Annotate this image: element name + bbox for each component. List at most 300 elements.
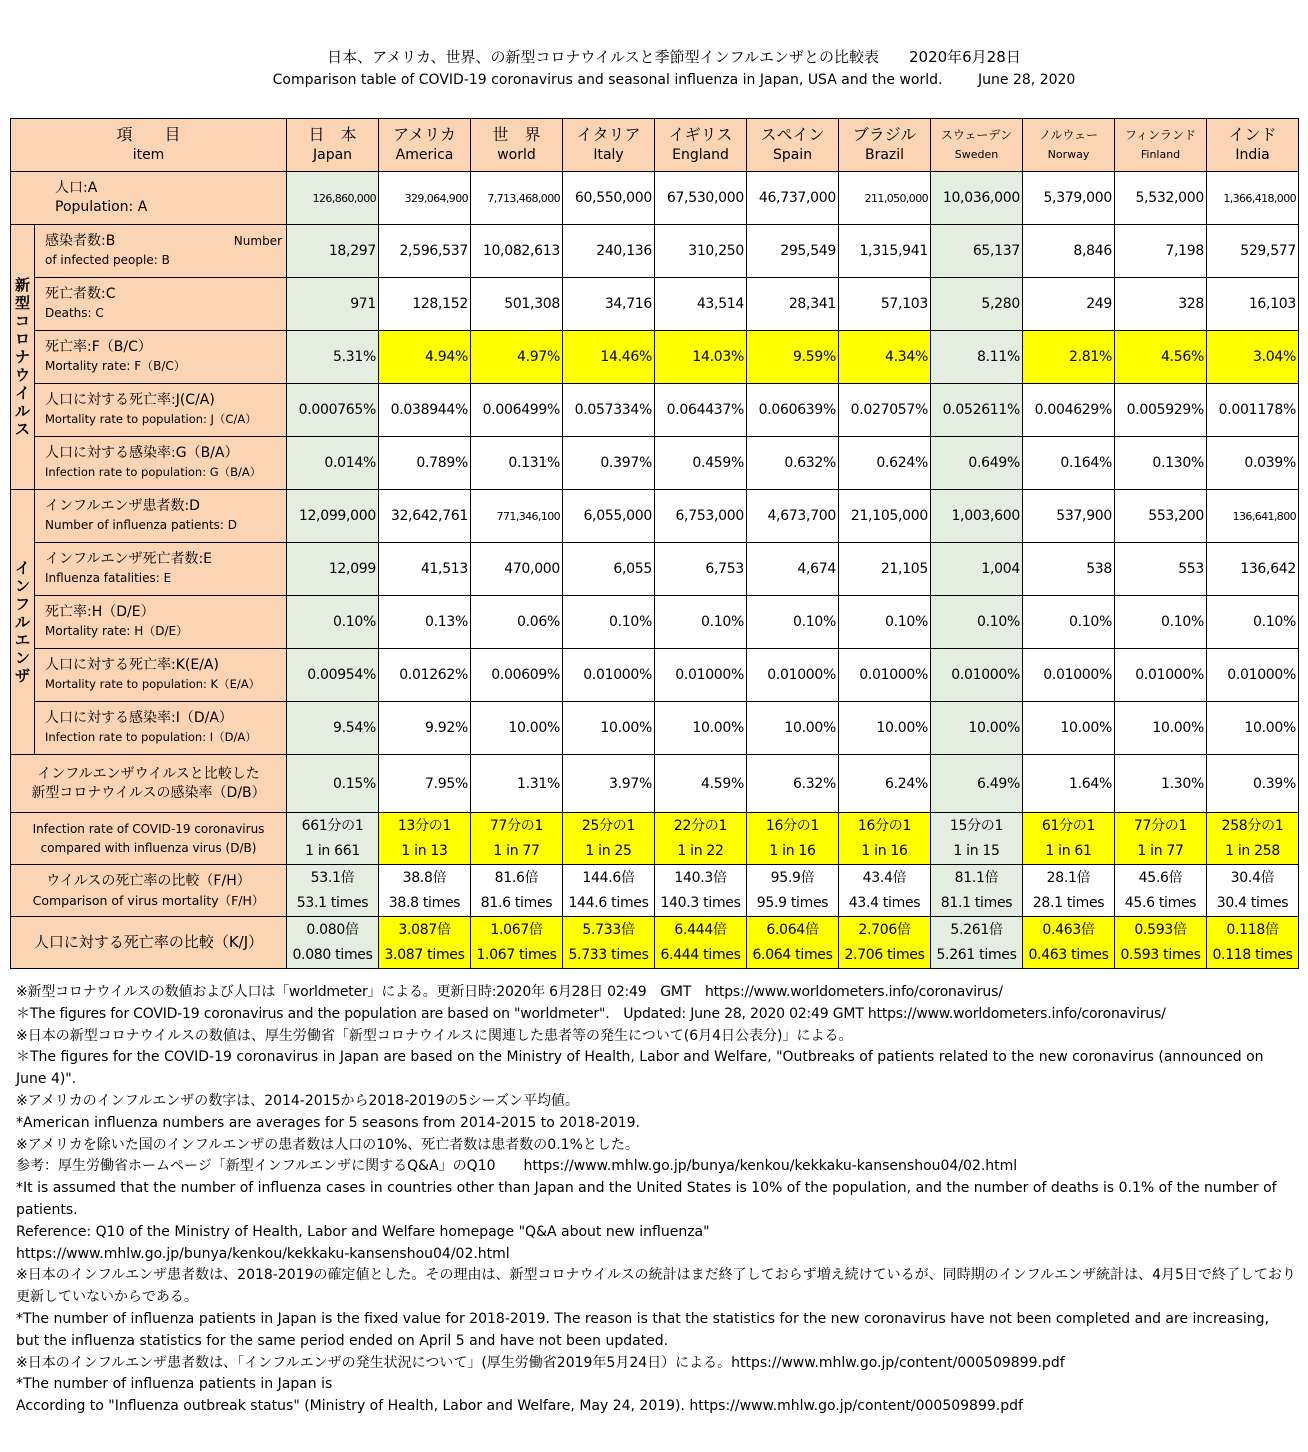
country-name-en: England bbox=[672, 147, 729, 163]
population-mortality-ja: 0.118倍 bbox=[1226, 921, 1279, 938]
flu-value: 0.06% bbox=[471, 596, 563, 649]
population-value: 5,532,000 bbox=[1115, 172, 1207, 225]
mortality-comparison-cell bbox=[655, 865, 747, 917]
mortality-comparison-cell bbox=[747, 865, 839, 917]
covid-value: 4.34% bbox=[839, 331, 931, 384]
row-label-ja: インフルエンザ死亡者数:E bbox=[45, 551, 213, 567]
flu-value: 10.00% bbox=[931, 702, 1023, 755]
mortality-en: 38.8 times bbox=[388, 894, 461, 911]
infection-ratio-en: 1 in 22 bbox=[677, 842, 724, 859]
infection-comparison-value: 1.64% bbox=[1023, 755, 1115, 813]
population-value: 10,036,000 bbox=[931, 172, 1023, 225]
covid-value: 57,103 bbox=[839, 278, 931, 331]
row-label-en: Mortality rate to population: J（C/A） bbox=[45, 412, 257, 426]
row-label-en: Influenza fatalities: E bbox=[45, 571, 172, 585]
covid-value: 0.649% bbox=[931, 437, 1023, 490]
flu-value: 0.01000% bbox=[839, 649, 931, 702]
covid-value: 971 bbox=[287, 278, 379, 331]
flu-value: 10.00% bbox=[839, 702, 931, 755]
country-name-ja: 世 界 bbox=[492, 125, 541, 144]
infection-ratio-ja: 25分の1 bbox=[581, 817, 636, 834]
header-item bbox=[11, 119, 287, 172]
infection-ratio-ja: 13分の1 bbox=[397, 817, 452, 834]
country-name-en: Sweden bbox=[954, 148, 999, 161]
infection-ratio-ja: 77分の1 bbox=[489, 817, 544, 834]
infection-comparison-value: 0.39% bbox=[1207, 755, 1299, 813]
population-mortality-en: 6.444 times bbox=[660, 946, 741, 963]
flu-value: 0.10% bbox=[1115, 596, 1207, 649]
population-value: 1,366,418,000 bbox=[1207, 172, 1299, 225]
population-mortality-cell bbox=[1023, 917, 1115, 969]
covid-value: 128,152 bbox=[379, 278, 471, 331]
country-name-en: India bbox=[1235, 147, 1270, 163]
population-value: 126,860,000 bbox=[287, 172, 379, 225]
infection-ratio-cell bbox=[655, 813, 747, 865]
footnote-line: ※日本のインフルエンザ患者数は、2018-2019の確定値とした。その理由は、新型コロナウイルスの統計はまだ終了しておらず増え続けているが、同時期のインフルエンザ統計は、4月5日で終了しており更新していないからである。 bbox=[16, 1267, 1296, 1306]
covid-row-label-2 bbox=[35, 331, 287, 384]
population-mortality-cell bbox=[839, 917, 931, 969]
population-mortality-ja: 0.593倍 bbox=[1134, 921, 1187, 938]
flu-value: 10.00% bbox=[563, 702, 655, 755]
row-label-ja: 人口に対する死亡率:K(E/A) bbox=[45, 657, 219, 673]
country-name-en: Italy bbox=[593, 147, 624, 163]
header-country-italy bbox=[563, 119, 655, 172]
flu-value: 10.00% bbox=[747, 702, 839, 755]
row-label-en: Mortality rate to population: K（E/A） bbox=[45, 677, 261, 691]
infection-ratio-cell bbox=[471, 813, 563, 865]
population-mortality-cell bbox=[931, 917, 1023, 969]
flu-value: 470,000 bbox=[471, 543, 563, 596]
covid-value: 295,549 bbox=[747, 225, 839, 278]
country-name-en: Japan bbox=[312, 147, 353, 163]
covid-row-label-3 bbox=[35, 384, 287, 437]
row-label-en: Number of influenza patients: D bbox=[45, 518, 238, 532]
population-mortality-ja: 5.733倍 bbox=[582, 921, 635, 938]
covid-value: 43,514 bbox=[655, 278, 747, 331]
covid-value: 8.11% bbox=[931, 331, 1023, 384]
infection-ratio-ja: 16分の1 bbox=[765, 817, 820, 834]
covid-group-label bbox=[11, 225, 35, 490]
population-mortality-en: 0.080 times bbox=[292, 946, 373, 963]
covid-value: 7,198 bbox=[1115, 225, 1207, 278]
infection-ratio-cell bbox=[1023, 813, 1115, 865]
infection-comparison-value: 4.59% bbox=[655, 755, 747, 813]
covid-value: 28,341 bbox=[747, 278, 839, 331]
covid-value: 4.97% bbox=[471, 331, 563, 384]
row-label-en: Deaths: C bbox=[45, 306, 104, 320]
infection-ratio-cell bbox=[287, 813, 379, 865]
country-name-ja: スペイン bbox=[760, 125, 825, 144]
mortality-en: 30.4 times bbox=[1216, 894, 1289, 911]
covid-value: 0.624% bbox=[839, 437, 931, 490]
flu-value: 0.10% bbox=[1207, 596, 1299, 649]
population-mortality-en: 5.733 times bbox=[568, 946, 649, 963]
row-label-ja: インフルエンザ患者数:D bbox=[45, 498, 200, 514]
footnote-line: ＊The figures for COVID-19 coronavirus and the population are based on "worldmeter". Updated: June 28, 2020 02:49 GMT https://www.worldometers.info/coronavirus/ bbox=[16, 1005, 1166, 1022]
row-label-ja: 死亡者数:C bbox=[45, 286, 116, 302]
population-label-ja: 人口:A bbox=[55, 180, 98, 196]
footnotes bbox=[16, 982, 1296, 1418]
flu-value: 538 bbox=[1023, 543, 1115, 596]
covid-value: 0.000765% bbox=[287, 384, 379, 437]
mortality-en: 43.4 times bbox=[848, 894, 921, 911]
infection-ratio-en: 1 in 77 bbox=[1137, 842, 1184, 859]
infection-comparison-value: 7.95% bbox=[379, 755, 471, 813]
covid-value: 14.03% bbox=[655, 331, 747, 384]
country-name-en: Norway bbox=[1047, 148, 1090, 161]
covid-value: 0.014% bbox=[287, 437, 379, 490]
mortality-ja: 81.1倍 bbox=[954, 869, 999, 886]
covid-value: 0.006499% bbox=[471, 384, 563, 437]
title-english: Comparison table of COVID-19 coronavirus and seasonal influenza in Japan, USA and the world. June 28, 2020 bbox=[272, 72, 1076, 88]
population-label bbox=[11, 172, 287, 225]
population-mortality-ja: 2.706倍 bbox=[858, 921, 911, 938]
covid-value: 65,137 bbox=[931, 225, 1023, 278]
covid-value: 0.397% bbox=[563, 437, 655, 490]
infection-comparison-label bbox=[11, 755, 287, 813]
flu-value: 21,105,000 bbox=[839, 490, 931, 543]
footnote-line: https://www.mhlw.go.jp/bunya/kenkou/kekkaku-kansenshou04/02.html bbox=[16, 1245, 510, 1262]
infection-comparison-value: 6.49% bbox=[931, 755, 1023, 813]
covid-value: 0.060639% bbox=[747, 384, 839, 437]
population-label-en: Population: A bbox=[55, 199, 148, 215]
flu-value: 0.01000% bbox=[931, 649, 1023, 702]
flu-value: 553,200 bbox=[1115, 490, 1207, 543]
mortality-comparison-ja: ウイルスの死亡率の比較（F/H） bbox=[46, 872, 251, 889]
infection-comparison-en-1: Infection rate of COVID-19 coronavirus bbox=[32, 821, 265, 836]
country-name-ja: イギリス bbox=[668, 125, 733, 144]
covid-value: 310,250 bbox=[655, 225, 747, 278]
mortality-comparison-cell bbox=[1115, 865, 1207, 917]
infection-ratio-en: 1 in 258 bbox=[1225, 842, 1280, 859]
flu-row-label-1 bbox=[35, 543, 287, 596]
covid-value: 5,280 bbox=[931, 278, 1023, 331]
row-label-ja: 人口に対する死亡率:J(C/A) bbox=[45, 392, 215, 408]
mortality-ja: 95.9倍 bbox=[770, 869, 815, 886]
infection-comparison-value: 1.31% bbox=[471, 755, 563, 813]
covid-value: 34,716 bbox=[563, 278, 655, 331]
flu-value: 0.10% bbox=[287, 596, 379, 649]
infection-ratio-ja: 77分の1 bbox=[1133, 817, 1188, 834]
population-value: 5,379,000 bbox=[1023, 172, 1115, 225]
country-name-en: Spain bbox=[772, 147, 813, 163]
population-mortality-en: 3.087 times bbox=[384, 946, 465, 963]
country-name-en: Finland bbox=[1140, 148, 1181, 161]
mortality-comparison-en: Comparison of virus mortality（F/H） bbox=[32, 892, 265, 908]
flu-row-label-4 bbox=[35, 702, 287, 755]
infection-ratio-ja: 22分の1 bbox=[673, 817, 728, 834]
infection-ratio-cell bbox=[747, 813, 839, 865]
infection-ratio-ja: 15分の1 bbox=[949, 817, 1004, 834]
mortality-comparison-cell bbox=[287, 865, 379, 917]
infection-comparison-en-label bbox=[11, 813, 287, 865]
country-name-ja: 日 本 bbox=[308, 125, 357, 144]
covid-value: 0.001178% bbox=[1207, 384, 1299, 437]
covid-value: 0.038944% bbox=[379, 384, 471, 437]
country-name-ja: アメリカ bbox=[393, 125, 456, 144]
flu-row-label-3 bbox=[35, 649, 287, 702]
flu-value: 771,346,100 bbox=[471, 490, 563, 543]
flu-value: 537,900 bbox=[1023, 490, 1115, 543]
mortality-comparison-cell bbox=[471, 865, 563, 917]
population-mortality-en: 2.706 times bbox=[844, 946, 925, 963]
flu-value: 9.92% bbox=[379, 702, 471, 755]
flu-value: 553 bbox=[1115, 543, 1207, 596]
infection-ratio-en: 1 in 15 bbox=[953, 842, 1000, 859]
header-country-england bbox=[655, 119, 747, 172]
covid-value: 0.005929% bbox=[1115, 384, 1207, 437]
covid-value: 2,596,537 bbox=[379, 225, 471, 278]
mortality-ja: 43.4倍 bbox=[862, 869, 907, 886]
infection-comparison-ja-2: 新型コロナウイルスの感染率（D/B） bbox=[31, 784, 266, 801]
footnote-line: ※日本の新型コロナウイルスの数値は、厚生労働省「新型コロナウイルスに関連した患者等の発生について(6月4日公表分)」による。 bbox=[16, 1027, 853, 1044]
population-value: 329,064,900 bbox=[379, 172, 471, 225]
infection-ratio-cell bbox=[931, 813, 1023, 865]
flu-value: 9.54% bbox=[287, 702, 379, 755]
mortality-comparison-cell bbox=[839, 865, 931, 917]
header-country-norway bbox=[1023, 119, 1115, 172]
population-mortality-ja: 0.463倍 bbox=[1042, 921, 1095, 938]
covid-value: 14.46% bbox=[563, 331, 655, 384]
flu-value: 0.00609% bbox=[471, 649, 563, 702]
covid-value: 8,846 bbox=[1023, 225, 1115, 278]
covid-value: 3.04% bbox=[1207, 331, 1299, 384]
footnote-line: 参考：厚生労働省ホームページ「新型インフルエンザに関するQ&A」のQ10 https://www.mhlw.go.jp/bunya/kenkou/kekkaku-kansenshou04/02.html bbox=[16, 1158, 1018, 1175]
footnote-line: *The number of influenza patients in Japan is the fixed value for 2018-2019. The reason is that the statistics for the new coronavirus have not been completed and are increasing, but the influenza statistics for the same period ended on April 5 and have not been updated. bbox=[16, 1310, 1270, 1349]
header-item-en: item bbox=[132, 147, 165, 163]
infection-ratio-ja: 258分の1 bbox=[1221, 817, 1284, 834]
flu-value: 0.01000% bbox=[1023, 649, 1115, 702]
footnote-line: ※アメリカを除いた国のインフルエンザの患者数は人口の10%、死亡者数は患者数の0.1%とした。 bbox=[16, 1136, 639, 1153]
footnote-line: According to "Influenza outbreak status" (Ministry of Health, Labor and Welfare, May 24, 2019). https://www.mhlw.go.jp/content/000509899.pdf bbox=[16, 1398, 1023, 1415]
covid-row-label-4 bbox=[35, 437, 287, 490]
mortality-en: 144.6 times bbox=[568, 894, 649, 911]
infection-ratio-cell bbox=[1207, 813, 1299, 865]
mortality-ja: 28.1倍 bbox=[1046, 869, 1091, 886]
population-mortality-ja: 5.261倍 bbox=[950, 921, 1003, 938]
infection-ratio-en: 1 in 61 bbox=[1045, 842, 1092, 859]
covid-value: 2.81% bbox=[1023, 331, 1115, 384]
flu-value: 32,642,761 bbox=[379, 490, 471, 543]
row-label-ja: 人口に対する感染率:I（D/A） bbox=[45, 710, 233, 726]
covid-value: 240,136 bbox=[563, 225, 655, 278]
flu-value: 0.00954% bbox=[287, 649, 379, 702]
flu-value: 10.00% bbox=[471, 702, 563, 755]
infection-ratio-cell bbox=[563, 813, 655, 865]
covid-value: 0.004629% bbox=[1023, 384, 1115, 437]
country-name-en: Brazil bbox=[864, 147, 905, 163]
country-name-ja: イタリア bbox=[576, 125, 641, 144]
flu-value: 0.01000% bbox=[655, 649, 747, 702]
flu-value: 0.10% bbox=[931, 596, 1023, 649]
covid-value: 0.164% bbox=[1023, 437, 1115, 490]
flu-value: 4,674 bbox=[747, 543, 839, 596]
row-label-ja: 死亡率:H（D/E） bbox=[45, 604, 155, 620]
mortality-ja: 81.6倍 bbox=[494, 869, 539, 886]
population-value: 60,550,000 bbox=[563, 172, 655, 225]
infection-ratio-en: 1 in 661 bbox=[305, 842, 360, 859]
header-country-brazil bbox=[839, 119, 931, 172]
title-japanese: 日本、アメリカ、世界、の新型コロナウイルスと季節型インフルエンザとの比較表 2020年6月28日 bbox=[327, 48, 1021, 66]
covid-value: 0.130% bbox=[1115, 437, 1207, 490]
covid-value: 0.789% bbox=[379, 437, 471, 490]
flu-value: 10.00% bbox=[1207, 702, 1299, 755]
row-label-en: of infected people: B bbox=[45, 253, 170, 267]
mortality-ja: 45.6倍 bbox=[1138, 869, 1183, 886]
covid-value: 0.064437% bbox=[655, 384, 747, 437]
infection-ratio-en: 1 in 13 bbox=[401, 842, 448, 859]
covid-value: 18,297 bbox=[287, 225, 379, 278]
flu-value: 12,099,000 bbox=[287, 490, 379, 543]
covid-value: 9.59% bbox=[747, 331, 839, 384]
covid-value: 5.31% bbox=[287, 331, 379, 384]
mortality-comparison-cell bbox=[379, 865, 471, 917]
population-mortality-ja: 1.067倍 bbox=[490, 921, 543, 938]
flu-value: 21,105 bbox=[839, 543, 931, 596]
comparison-table bbox=[10, 118, 1299, 969]
population-mortality-en: 0.463 times bbox=[1028, 946, 1109, 963]
mortality-comparison-cell bbox=[1023, 865, 1115, 917]
population-mortality-en: 0.118 times bbox=[1212, 946, 1293, 963]
row-label-en-right: Number bbox=[233, 234, 283, 248]
mortality-ja: 38.8倍 bbox=[402, 869, 447, 886]
flu-value: 0.10% bbox=[747, 596, 839, 649]
country-name-ja: ブラジル bbox=[852, 125, 917, 144]
infection-ratio-cell bbox=[839, 813, 931, 865]
mortality-ja: 140.3倍 bbox=[674, 869, 727, 886]
flu-value: 10.00% bbox=[1115, 702, 1207, 755]
population-value: 46,737,000 bbox=[747, 172, 839, 225]
mortality-ja: 144.6倍 bbox=[582, 869, 635, 886]
population-value: 211,050,000 bbox=[839, 172, 931, 225]
infection-ratio-ja: 16分の1 bbox=[857, 817, 912, 834]
infection-comparison-ja-1: インフルエンザウイルスと比較した bbox=[37, 765, 260, 782]
header-country-spain bbox=[747, 119, 839, 172]
population-mortality-cell bbox=[379, 917, 471, 969]
mortality-en: 45.6 times bbox=[1124, 894, 1197, 911]
footnote-line: *The number of influenza patients in Japan is bbox=[16, 1376, 333, 1393]
population-mortality-ja: 6.444倍 bbox=[674, 921, 727, 938]
flu-group-label bbox=[11, 490, 35, 755]
infection-ratio-cell bbox=[379, 813, 471, 865]
row-label-ja: 感染者数:B bbox=[45, 233, 116, 249]
population-mortality-cell bbox=[655, 917, 747, 969]
infection-comparison-value: 1.30% bbox=[1115, 755, 1207, 813]
country-name-en: world bbox=[497, 147, 536, 163]
population-value: 67,530,000 bbox=[655, 172, 747, 225]
flu-value: 0.01000% bbox=[1115, 649, 1207, 702]
flu-value: 136,642 bbox=[1207, 543, 1299, 596]
row-label-en: Mortality rate: F（B/C） bbox=[45, 359, 186, 373]
flu-value: 12,099 bbox=[287, 543, 379, 596]
header-country-india bbox=[1207, 119, 1299, 172]
flu-value: 41,513 bbox=[379, 543, 471, 596]
infection-comparison-en-2: compared with influenza virus (D/B) bbox=[40, 840, 257, 855]
mortality-comparison-cell bbox=[563, 865, 655, 917]
covid-group-label-text: 新型コロナウイルス bbox=[14, 276, 30, 438]
mortality-en: 53.1 times bbox=[296, 894, 369, 911]
covid-value: 501,308 bbox=[471, 278, 563, 331]
infection-comparison-value: 3.97% bbox=[563, 755, 655, 813]
covid-value: 0.632% bbox=[747, 437, 839, 490]
population-mortality-cell bbox=[1207, 917, 1299, 969]
flu-value: 1,004 bbox=[931, 543, 1023, 596]
infection-ratio-ja: 61分の1 bbox=[1041, 817, 1096, 834]
flu-value: 136,641,800 bbox=[1207, 490, 1299, 543]
header-item-ja: 項 目 bbox=[116, 125, 181, 144]
country-name-en: America bbox=[395, 147, 454, 163]
flu-value: 0.10% bbox=[1023, 596, 1115, 649]
flu-value: 4,673,700 bbox=[747, 490, 839, 543]
population-mortality-en: 1.067 times bbox=[476, 946, 557, 963]
footnote-line: *American influenza numbers are averages for 5 seasons from 2014-2015 to 2018-2019. bbox=[16, 1114, 640, 1131]
infection-ratio-cell bbox=[1115, 813, 1207, 865]
country-name-ja: フィンランド bbox=[1124, 128, 1197, 142]
population-mortality-label: 人口に対する死亡率の比較（K/J） bbox=[11, 917, 287, 969]
infection-ratio-en: 1 in 16 bbox=[861, 842, 908, 859]
header-country-sweden bbox=[931, 119, 1023, 172]
covid-value: 4.56% bbox=[1115, 331, 1207, 384]
population-mortality-en: 5.261 times bbox=[936, 946, 1017, 963]
mortality-comparison-cell bbox=[1207, 865, 1299, 917]
flu-value: 0.01000% bbox=[747, 649, 839, 702]
infection-comparison-value: 6.24% bbox=[839, 755, 931, 813]
covid-value: 249 bbox=[1023, 278, 1115, 331]
mortality-en: 81.6 times bbox=[480, 894, 553, 911]
population-mortality-cell bbox=[747, 917, 839, 969]
flu-value: 6,753 bbox=[655, 543, 747, 596]
row-label-en: Mortality rate: H（D/E） bbox=[45, 624, 189, 638]
population-mortality-ja: 6.064倍 bbox=[766, 921, 819, 938]
infection-comparison-value: 6.32% bbox=[747, 755, 839, 813]
covid-value: 16,103 bbox=[1207, 278, 1299, 331]
covid-value: 328 bbox=[1115, 278, 1207, 331]
country-name-ja: ノルウェー bbox=[1038, 128, 1099, 142]
flu-value: 10.00% bbox=[1023, 702, 1115, 755]
footnote-line: *It is assumed that the number of influenza cases in countries other than Japan and the United States is 10% of the population, and the number of deaths is 0.1% of the number of patients. bbox=[16, 1180, 1277, 1218]
flu-value: 6,055,000 bbox=[563, 490, 655, 543]
flu-value: 6,753,000 bbox=[655, 490, 747, 543]
mortality-en: 28.1 times bbox=[1032, 894, 1105, 911]
population-value: 7,713,468,000 bbox=[471, 172, 563, 225]
flu-value: 0.13% bbox=[379, 596, 471, 649]
covid-value: 4.94% bbox=[379, 331, 471, 384]
flu-value: 0.01000% bbox=[563, 649, 655, 702]
row-label-ja: 人口に対する感染率:G（B/A） bbox=[45, 445, 239, 461]
covid-value: 0.131% bbox=[471, 437, 563, 490]
infection-comparison-value: 0.15% bbox=[287, 755, 379, 813]
row-label-en: Infection rate to population: I（D/A） bbox=[45, 730, 257, 744]
header-country-finland bbox=[1115, 119, 1207, 172]
country-name-ja: インド bbox=[1228, 125, 1277, 144]
header-country-japan bbox=[287, 119, 379, 172]
country-name-ja: スウェーデン bbox=[940, 128, 1013, 142]
flu-group-label-text: インフルエンザ bbox=[14, 559, 30, 685]
infection-ratio-en: 1 in 16 bbox=[769, 842, 816, 859]
infection-ratio-en: 1 in 25 bbox=[585, 842, 632, 859]
infection-ratio-en: 1 in 77 bbox=[493, 842, 540, 859]
population-mortality-cell bbox=[1115, 917, 1207, 969]
covid-row-label-0 bbox=[35, 225, 287, 278]
covid-value: 0.039% bbox=[1207, 437, 1299, 490]
flu-value: 0.01000% bbox=[1207, 649, 1299, 702]
mortality-en: 140.3 times bbox=[660, 894, 741, 911]
flu-row-label-2 bbox=[35, 596, 287, 649]
covid-value: 0.057334% bbox=[563, 384, 655, 437]
covid-value: 0.052611% bbox=[931, 384, 1023, 437]
mortality-ja: 30.4倍 bbox=[1230, 869, 1275, 886]
population-mortality-cell bbox=[563, 917, 655, 969]
